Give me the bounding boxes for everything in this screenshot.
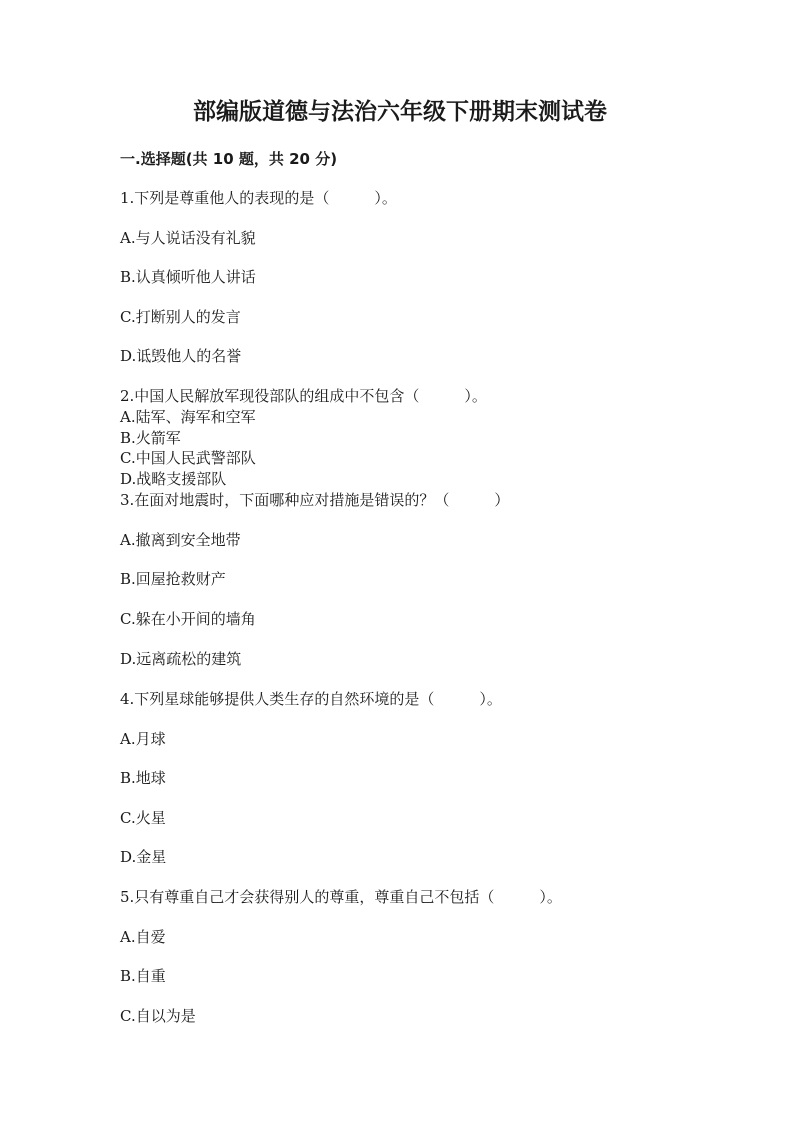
question-2-stem: 2.中国人民解放军现役部队的组成中不包含（ ）。 (120, 387, 487, 405)
question-3-option-c: C.躲在小开间的墙角 (120, 610, 256, 628)
question-4-option-d: D.金星 (120, 848, 167, 866)
question-5-option-b: B.自重 (120, 967, 166, 985)
question-5-option-c: C.自以为是 (120, 1007, 196, 1025)
question-2-option-b: B.火箭军 (120, 429, 181, 447)
question-1-option-a: A.与人说话没有礼貌 (120, 229, 256, 247)
question-1-option-d: D.诋毁他人的名誉 (120, 347, 242, 365)
question-4-option-a: A.月球 (120, 730, 166, 748)
question-5-stem: 5.只有尊重自己才会获得别人的尊重，尊重自己不包括（ ）。 (120, 888, 562, 906)
question-4-option-b: B.地球 (120, 769, 166, 787)
question-4-option-c: C.火星 (120, 809, 166, 827)
question-1-option-c: C.打断别人的发言 (120, 308, 241, 326)
question-2-option-a: A.陆军、海军和空军 (120, 408, 256, 426)
question-2-option-c: C.中国人民武警部队 (120, 449, 256, 467)
question-5-option-a: A.自爱 (120, 928, 166, 946)
question-3-stem: 3.在面对地震时，下面哪种应对措施是错误的？（ ） (120, 491, 510, 509)
question-3-option-d: D.远离疏松的建筑 (120, 650, 242, 668)
question-3-option-a: A.撤离到安全地带 (120, 531, 241, 549)
question-1-stem: 1.下列是尊重他人的表现的是（ ）。 (120, 189, 397, 207)
question-3-option-b: B.回屋抢救财产 (120, 570, 226, 588)
question-4-stem: 4.下列星球能够提供人类生存的自然环境的是（ ）。 (120, 690, 502, 708)
question-2-option-d: D.战略支援部队 (120, 470, 227, 488)
question-1-option-b: B.认真倾听他人讲话 (120, 268, 256, 286)
section-heading: 一.选择题(共 10 题，共 20 分) (120, 150, 338, 168)
document-title: 部编版道德与法治六年级下册期末测试卷 (193, 98, 607, 125)
